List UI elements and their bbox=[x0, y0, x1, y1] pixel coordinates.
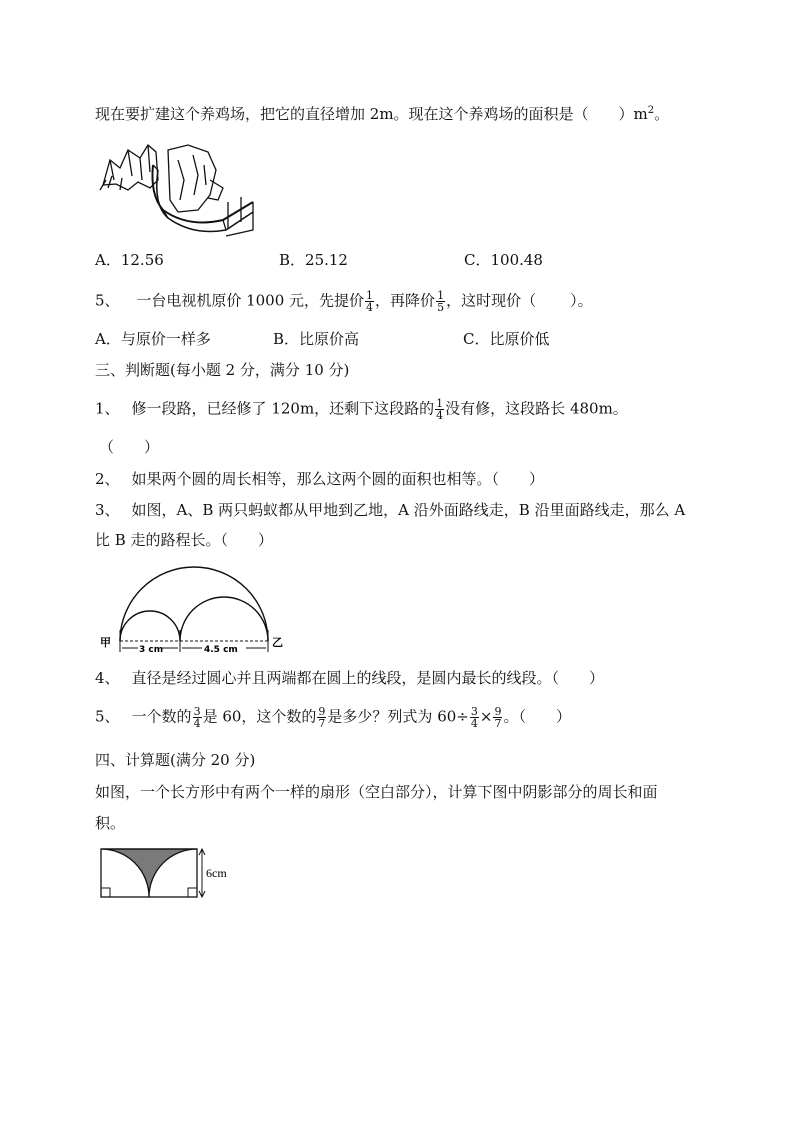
q4-option-c[interactable]: C．100.48 bbox=[464, 251, 543, 269]
judge-1-text1: 修一段路，已经修了 120m，还剩下这段路的 bbox=[131, 399, 435, 418]
judge-5-frac3-num: 3 bbox=[470, 705, 478, 718]
judge-3-cont: 比 B 走的路程长。（ ） bbox=[95, 531, 274, 549]
judge-5-text5: 。（ ） bbox=[503, 707, 571, 726]
judge-5-fraction-2 bbox=[317, 706, 326, 729]
chicken-farm-illustration bbox=[98, 140, 258, 240]
judge-4-text: 直径是经过圆心并且两端都在圆上的线段，是圆内最长的线段。（ ） bbox=[131, 669, 605, 687]
judge-1-answer[interactable]: （ ） bbox=[99, 438, 160, 456]
q5-frac1-num: 1 bbox=[366, 289, 374, 302]
shaded-rectangle-figure bbox=[98, 846, 248, 902]
q5-text3: ，这时现价（ bbox=[446, 291, 537, 310]
judge-5-text1: 一个数的 bbox=[131, 707, 192, 726]
q5-fraction-2 bbox=[436, 290, 445, 313]
segment-1-label: 3 cm bbox=[139, 645, 164, 655]
outer-semicircle bbox=[120, 567, 268, 641]
q4-stem bbox=[95, 101, 669, 124]
end-label: 乙 bbox=[272, 636, 283, 649]
judge-3-number: 3、 bbox=[95, 501, 120, 519]
shaded-region bbox=[101, 849, 197, 897]
judge-4-number: 4、 bbox=[95, 669, 120, 687]
q4-option-b[interactable]: B．25.12 bbox=[279, 251, 348, 269]
judge-1-text2: 没有修，这段路长 480m。 bbox=[445, 399, 628, 418]
judge-5 bbox=[95, 706, 571, 729]
judge-5-frac1-den: 4 bbox=[193, 717, 201, 730]
section-4-title: 四、计算题(满分 20 分) bbox=[95, 751, 256, 769]
judge-2 bbox=[95, 469, 544, 489]
calc-problem-text-1: 如图，一个长方形中有两个一样的扇形（空白部分），计算下图中阴影部分的周长和面 bbox=[95, 783, 658, 801]
calc-problem-text-2: 积。 bbox=[95, 814, 126, 832]
judge-5-frac3-den: 4 bbox=[470, 717, 478, 730]
judge-5-text4: × bbox=[479, 707, 493, 726]
inner-semicircle-1 bbox=[120, 611, 180, 641]
judge-5-text3: 是多少？列式为 60÷ bbox=[327, 707, 469, 726]
q4-option-a[interactable]: A．12.56 bbox=[95, 251, 164, 269]
q4-stem-after: ）m bbox=[618, 105, 648, 123]
judge-5-frac2-num: 9 bbox=[318, 705, 326, 718]
q5-frac1-den: 4 bbox=[366, 301, 374, 314]
judge-5-frac1-num: 3 bbox=[193, 705, 201, 718]
q5-option-b[interactable]: B．比原价高 bbox=[273, 330, 360, 348]
q5-text4: ）。 bbox=[570, 291, 593, 310]
judge-5-frac4-num: 9 bbox=[494, 705, 502, 718]
inner-semicircle-2 bbox=[180, 597, 268, 641]
judge-4 bbox=[95, 668, 604, 688]
judge-1-frac-den: 4 bbox=[436, 409, 444, 422]
q5-option-c[interactable]: C．比原价低 bbox=[463, 330, 550, 348]
q5-text1: 一台电视机原价 1000 元，先提价 bbox=[136, 291, 365, 310]
judge-1-fraction bbox=[435, 398, 444, 421]
judge-3-text: 如图，A、B 两只蚂蚁都从甲地到乙地，A 沿外面路线走，B 沿里面路线走，那么 A bbox=[131, 501, 686, 519]
q4-stem-before: 现在要扩建这个养鸡场，把它的直径增加 2m。现在这个养鸡场的面积是（ bbox=[95, 105, 589, 123]
ant-path-figure bbox=[98, 560, 288, 660]
judge-5-fraction-4 bbox=[493, 706, 502, 729]
start-label: 甲 bbox=[100, 636, 111, 649]
judge-5-number: 5、 bbox=[95, 707, 120, 726]
judge-5-fraction-3 bbox=[470, 706, 479, 729]
judge-2-text: 如果两个圆的周长相等，那么这两个圆的面积也相等。（ ） bbox=[131, 470, 545, 488]
segment-2-label: 4.5 cm bbox=[204, 645, 238, 655]
judge-1-frac-num: 1 bbox=[436, 397, 444, 410]
q5-fraction-1 bbox=[365, 290, 374, 313]
judge-5-frac4-den: 7 bbox=[494, 717, 502, 730]
section-3-title: 三、判断题(每小题 2 分，满分 10 分) bbox=[95, 361, 350, 379]
judge-3 bbox=[95, 500, 685, 520]
q4-unit-exponent: 2 bbox=[647, 105, 655, 116]
q5-frac2-den: 5 bbox=[437, 301, 445, 314]
height-label: 6cm bbox=[206, 866, 227, 880]
q5-number: 5、 bbox=[95, 291, 120, 310]
judge-5-frac2-den: 7 bbox=[318, 717, 326, 730]
judge-1 bbox=[95, 398, 628, 421]
judge-5-fraction-1 bbox=[193, 706, 202, 729]
q4-stem-end: 。 bbox=[654, 105, 670, 123]
q5-stem bbox=[95, 290, 593, 313]
q5-frac2-num: 1 bbox=[437, 289, 445, 302]
judge-1-number: 1、 bbox=[95, 399, 120, 418]
judge-5-text2: 是 60，这个数的 bbox=[202, 707, 317, 726]
q5-option-a[interactable]: A．与原价一样多 bbox=[95, 330, 211, 348]
q5-text2: ，再降价 bbox=[375, 291, 436, 310]
judge-2-number: 2、 bbox=[95, 470, 120, 488]
